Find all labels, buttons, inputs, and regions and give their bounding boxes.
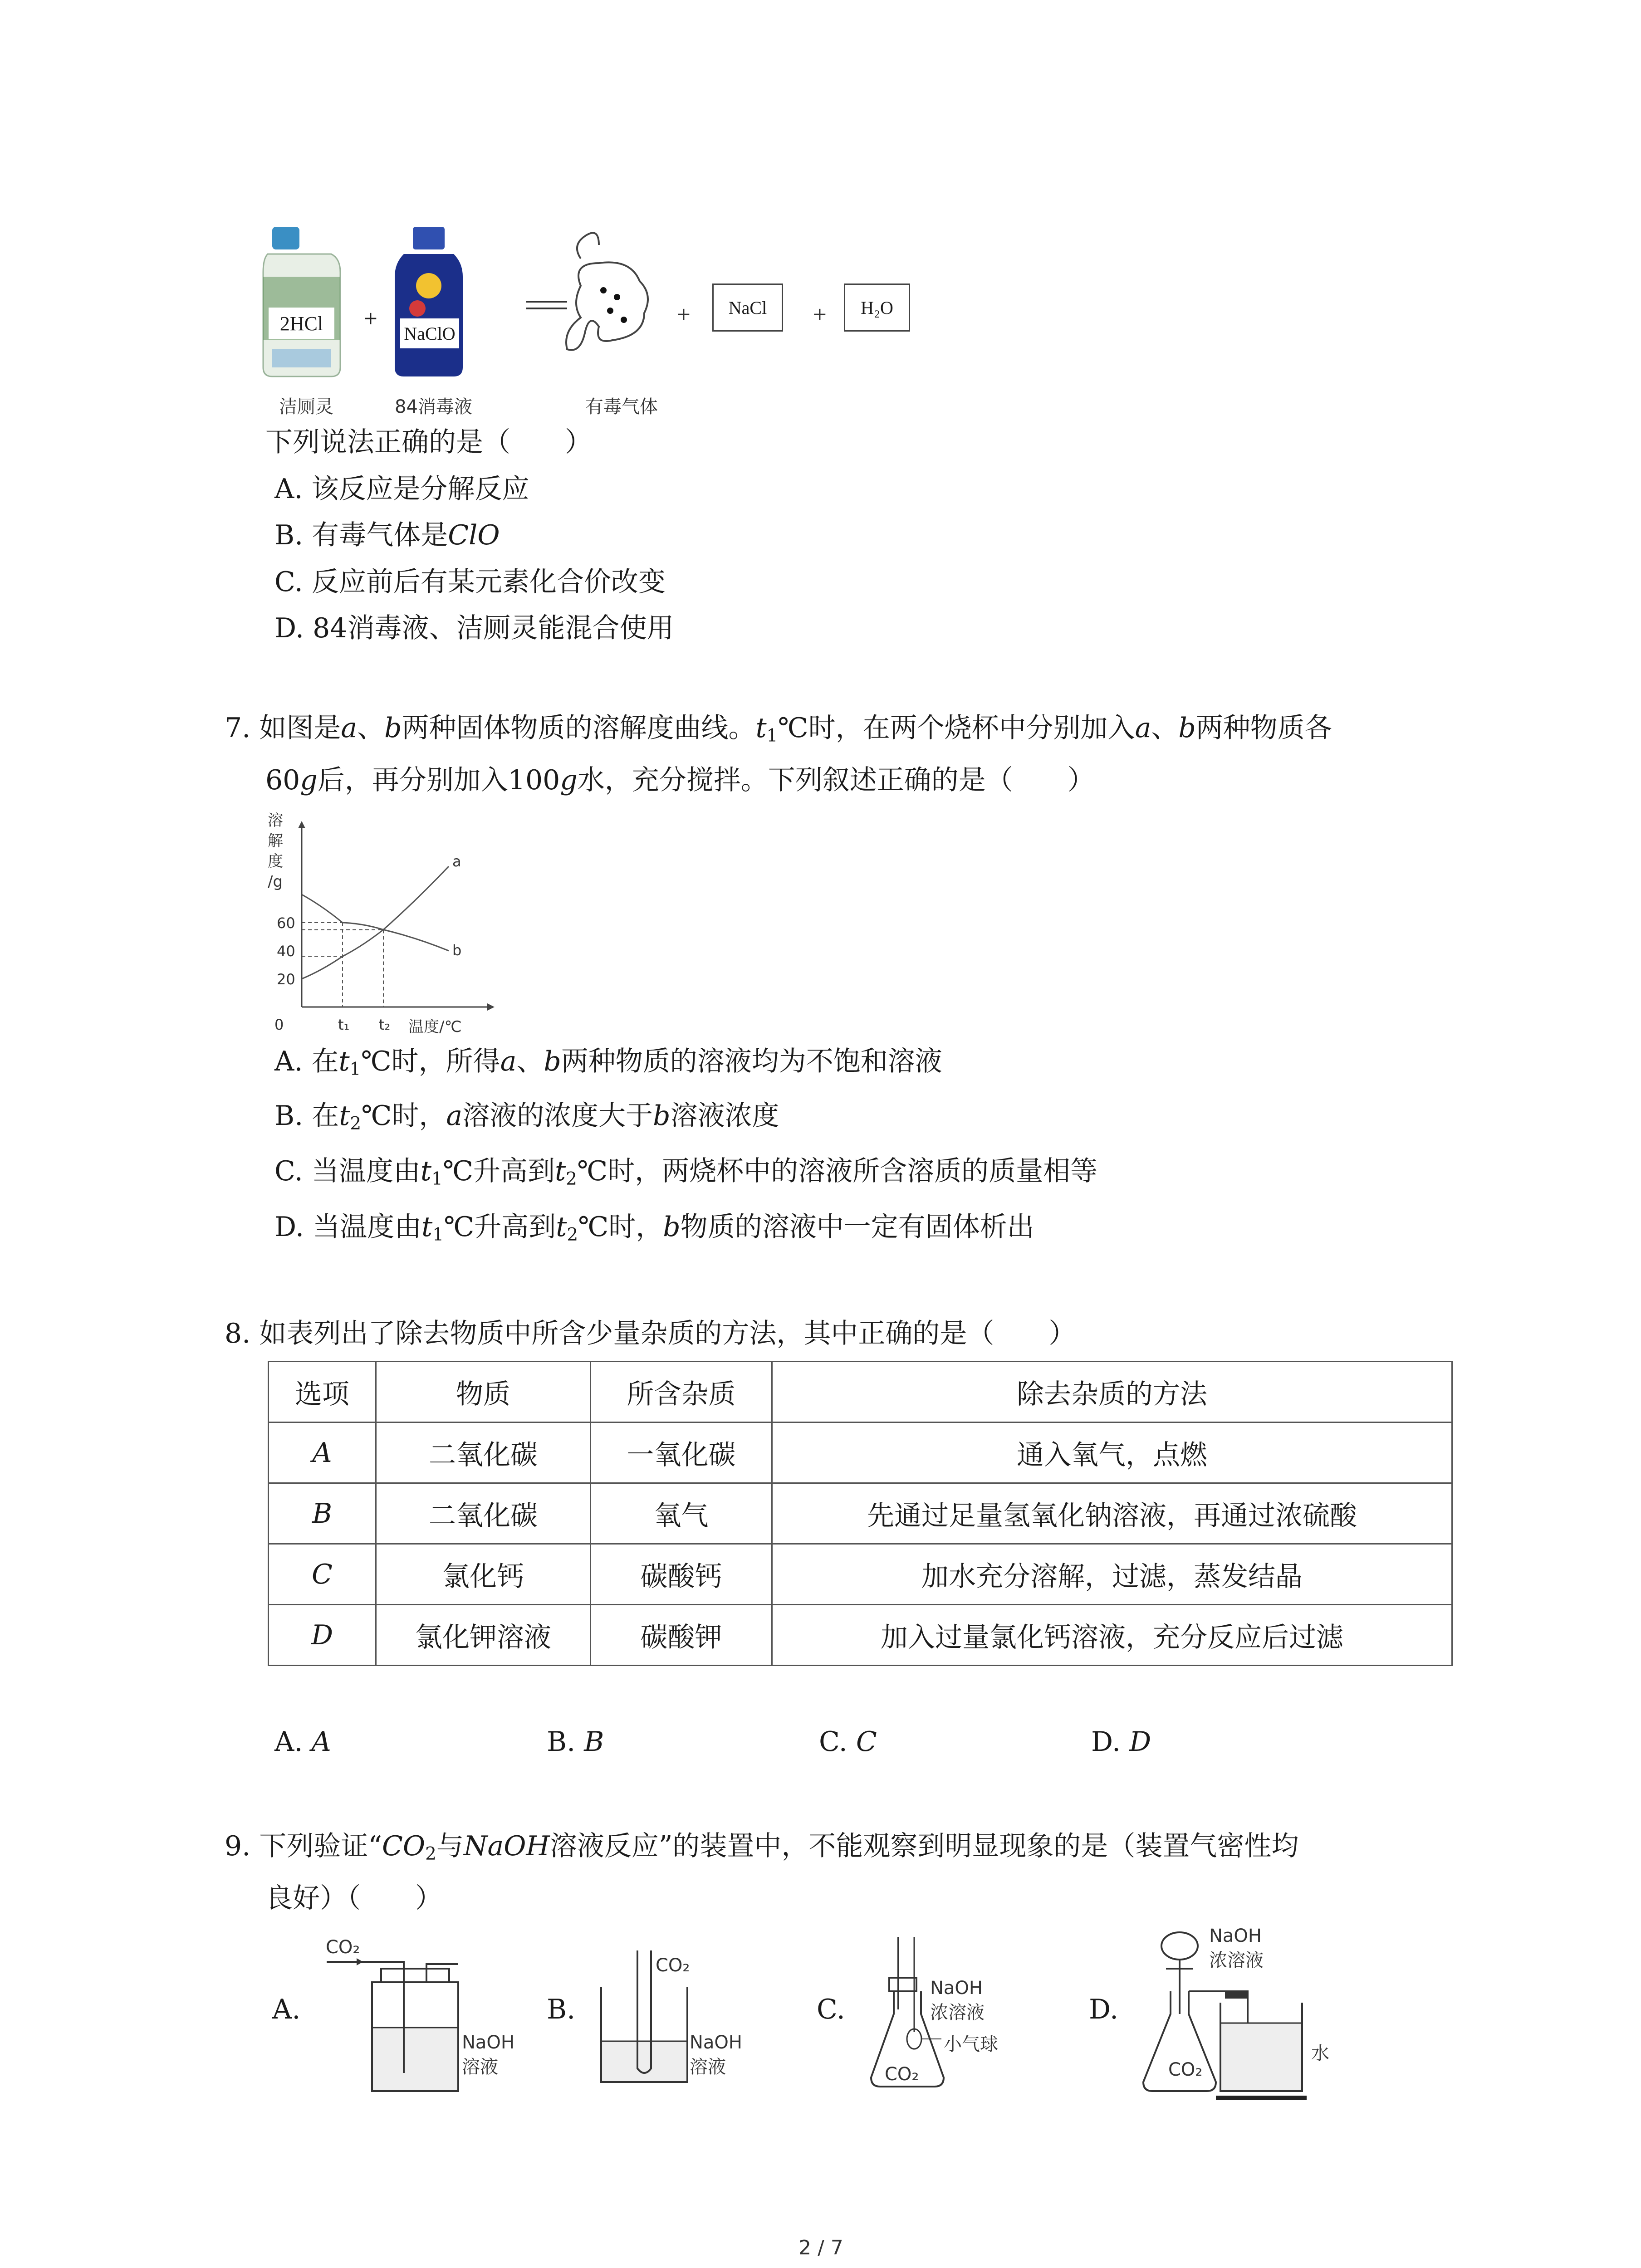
option-key: B. <box>274 519 304 551</box>
header-cell: 除去杂质的方法 <box>772 1362 1452 1422</box>
q7-stem-line2: 60g后，再分别加入100g水，充分搅拌。下列叙述正确的是（ ） <box>265 764 1095 796</box>
q8-stem: 8. 如表列出了除去物质中所含少量杂质的方法，其中正确的是（ ） <box>225 1318 1076 1349</box>
gas-caption: 有毒气体 <box>585 396 658 417</box>
series-a-label: a <box>452 853 461 870</box>
q7-option-a[interactable]: A. 在$t_1℃$时，所得a、b两种物质的溶液均为不饱和溶液 <box>274 1046 942 1080</box>
table-cell: D <box>269 1605 376 1666</box>
table-cell: 先通过足量氢氧化钠溶液，再通过浓硫酸 <box>772 1483 1452 1544</box>
q8-answer-a[interactable]: A. A <box>274 1726 331 1758</box>
y-tick-label: 40 <box>277 943 295 960</box>
option-key: D. <box>274 612 304 644</box>
apparatus-label: NaOH <box>1209 1926 1262 1946</box>
apparatus-label: CO₂ <box>656 1955 690 1976</box>
y-axis-label-char: 溶 <box>268 812 283 830</box>
option-text: 反应前后有某元素化合价改变 <box>311 566 666 598</box>
table-cell: 氧气 <box>591 1483 772 1544</box>
x-axis-arrow <box>487 1003 495 1011</box>
x-axis-label: 温度/℃ <box>408 1018 462 1036</box>
y-axis-label-char: /g <box>268 873 283 891</box>
apparatus-label: CO₂ <box>1168 2059 1203 2080</box>
table-cell: 二氧化碳 <box>376 1422 591 1483</box>
option-key: A. <box>274 473 303 505</box>
option-math: ClO <box>448 519 500 551</box>
table-cell: 加入过量氯化钙溶液，充分反应后过滤 <box>772 1605 1452 1666</box>
q6-option-a[interactable] <box>274 475 529 503</box>
q6-option-d[interactable] <box>274 612 674 644</box>
table-cell: 碳酸钙 <box>591 1544 772 1605</box>
y-axis-label-char: 解 <box>268 832 283 850</box>
bottle2-caption: 84消毒液 <box>395 396 472 417</box>
q7-option-d[interactable]: D. 当温度由$t_1℃$升高到$t_2℃$时，b物质的溶液中一定有固体析出 <box>274 1211 1034 1245</box>
table-header-row <box>269 1362 1452 1422</box>
table-cell: 二氧化碳 <box>376 1483 591 1544</box>
q6-figure-svg <box>254 218 935 417</box>
y-tick-label: 60 <box>277 914 295 932</box>
option-text: 该反应是分解反应 <box>311 473 529 505</box>
apparatus-label: 浓溶液 <box>1209 1950 1264 1971</box>
table-row <box>269 1605 1452 1666</box>
apparatus-label: 浓溶液 <box>930 2002 985 2023</box>
y-tick-label: 20 <box>277 971 295 988</box>
q8-answer-b[interactable]: B. B <box>547 1726 604 1758</box>
q6-option-c[interactable] <box>274 568 666 596</box>
apparatus-label: 溶液 <box>462 2057 498 2077</box>
table-cell: B <box>269 1483 376 1544</box>
option-key: C. <box>817 1994 845 2025</box>
header-cell: 选项 <box>269 1362 376 1422</box>
option-key: D. <box>1089 1994 1119 2025</box>
x-tick-label: t₂ <box>379 1016 391 1033</box>
toxic-gas-cloud-icon <box>566 233 648 350</box>
q9-apparatus-d[interactable] <box>1089 1923 1361 2105</box>
x-tick-label: t₁ <box>338 1016 350 1033</box>
plus-sign: + <box>676 304 691 325</box>
table-cell: 氯化钾溶液 <box>376 1605 591 1666</box>
bottle1-caption: 洁厕灵 <box>279 396 333 417</box>
table-row <box>269 1544 1452 1605</box>
toilet-cleaner-bottle-icon <box>263 227 340 376</box>
bottle1-formula-label: 2HCl <box>269 308 334 339</box>
page-number: 2 / 7 <box>798 2236 843 2259</box>
series-b-label: b <box>452 942 462 959</box>
table-row <box>269 1483 1452 1544</box>
q7-solubility-chart <box>263 812 517 1048</box>
header-cell: 物质 <box>376 1362 591 1422</box>
table-cell: 氯化钙 <box>376 1544 591 1605</box>
q7-stem-line1: 7. 如图是a、b两种固体物质的溶解度曲线。$t_1℃$时，在两个烧杯中分别加入a、b两种物质各 <box>225 712 1332 746</box>
table-cell: C <box>269 1544 376 1605</box>
option-key: C. <box>274 566 303 598</box>
svg-text:+: + <box>363 308 378 329</box>
apparatus-label: NaOH <box>690 2032 742 2053</box>
q9-apparatus-b[interactable] <box>547 1937 742 2100</box>
q6-stem: 下列说法正确的是（ ） <box>265 426 592 458</box>
q8-answer-c[interactable]: C. C <box>819 1726 877 1758</box>
option-key: B. <box>547 1994 576 2025</box>
q9-stem-line1: 9. 下列验证“$CO_2$与NaOH溶液反应”的装置中，不能观察到明显现象的是（装置气密性均 <box>225 1830 1299 1864</box>
disinfectant-bottle-icon <box>395 227 463 376</box>
apparatus-label: 水 <box>1311 2043 1329 2064</box>
q9-apparatus-c[interactable] <box>817 1928 1034 2100</box>
plus-sign: + <box>812 304 828 325</box>
option-key: A. <box>272 1994 301 2025</box>
apparatus-label: NaOH <box>930 1978 983 1999</box>
product-water-box: H₂O <box>844 284 910 332</box>
q9-apparatus-a[interactable] <box>272 1937 514 2100</box>
apparatus-label: CO₂ <box>885 2064 919 2085</box>
bottle2-formula-label: NaClO <box>400 318 459 348</box>
q6-option-b[interactable] <box>274 519 500 551</box>
product-nacl-box: NaCl <box>712 284 783 332</box>
q8-options-table <box>268 1361 1453 1666</box>
table-cell: A <box>269 1422 376 1483</box>
table-cell: 加水充分溶解，过滤，蒸发结晶 <box>772 1544 1452 1605</box>
apparatus-label: 小气球 <box>944 2034 998 2055</box>
y-axis-label-char: 度 <box>268 852 283 870</box>
apparatus-label: 溶液 <box>690 2057 726 2077</box>
y-axis-arrow <box>298 821 305 828</box>
q7-option-c[interactable]: C. 当温度由$t_1℃$升高到$t_2℃$时，两烧杯中的溶液所含溶质的质量相等 <box>274 1155 1098 1189</box>
q7-option-b[interactable]: B. 在$t_2℃$时，a溶液的浓度大于b溶液浓度 <box>274 1100 779 1134</box>
table-cell: 碳酸钾 <box>591 1605 772 1666</box>
header-cell: 所含杂质 <box>591 1362 772 1422</box>
table-row <box>269 1422 1452 1483</box>
origin-label: 0 <box>274 1016 284 1033</box>
apparatus-label: NaOH <box>462 2032 514 2053</box>
table-cell: 通入氧气，点燃 <box>772 1422 1452 1483</box>
apparatus-label: CO₂ <box>326 1937 360 1958</box>
q9-stem-line2: 良好）（ ） <box>265 1882 442 1914</box>
q8-answer-d[interactable]: D. D <box>1091 1726 1151 1758</box>
q6-reaction-figure <box>254 218 935 417</box>
option-text: 84消毒液、洁厕灵能混合使用 <box>313 612 674 644</box>
option-text: 有毒气体是 <box>312 519 448 551</box>
table-cell: 一氧化碳 <box>591 1422 772 1483</box>
